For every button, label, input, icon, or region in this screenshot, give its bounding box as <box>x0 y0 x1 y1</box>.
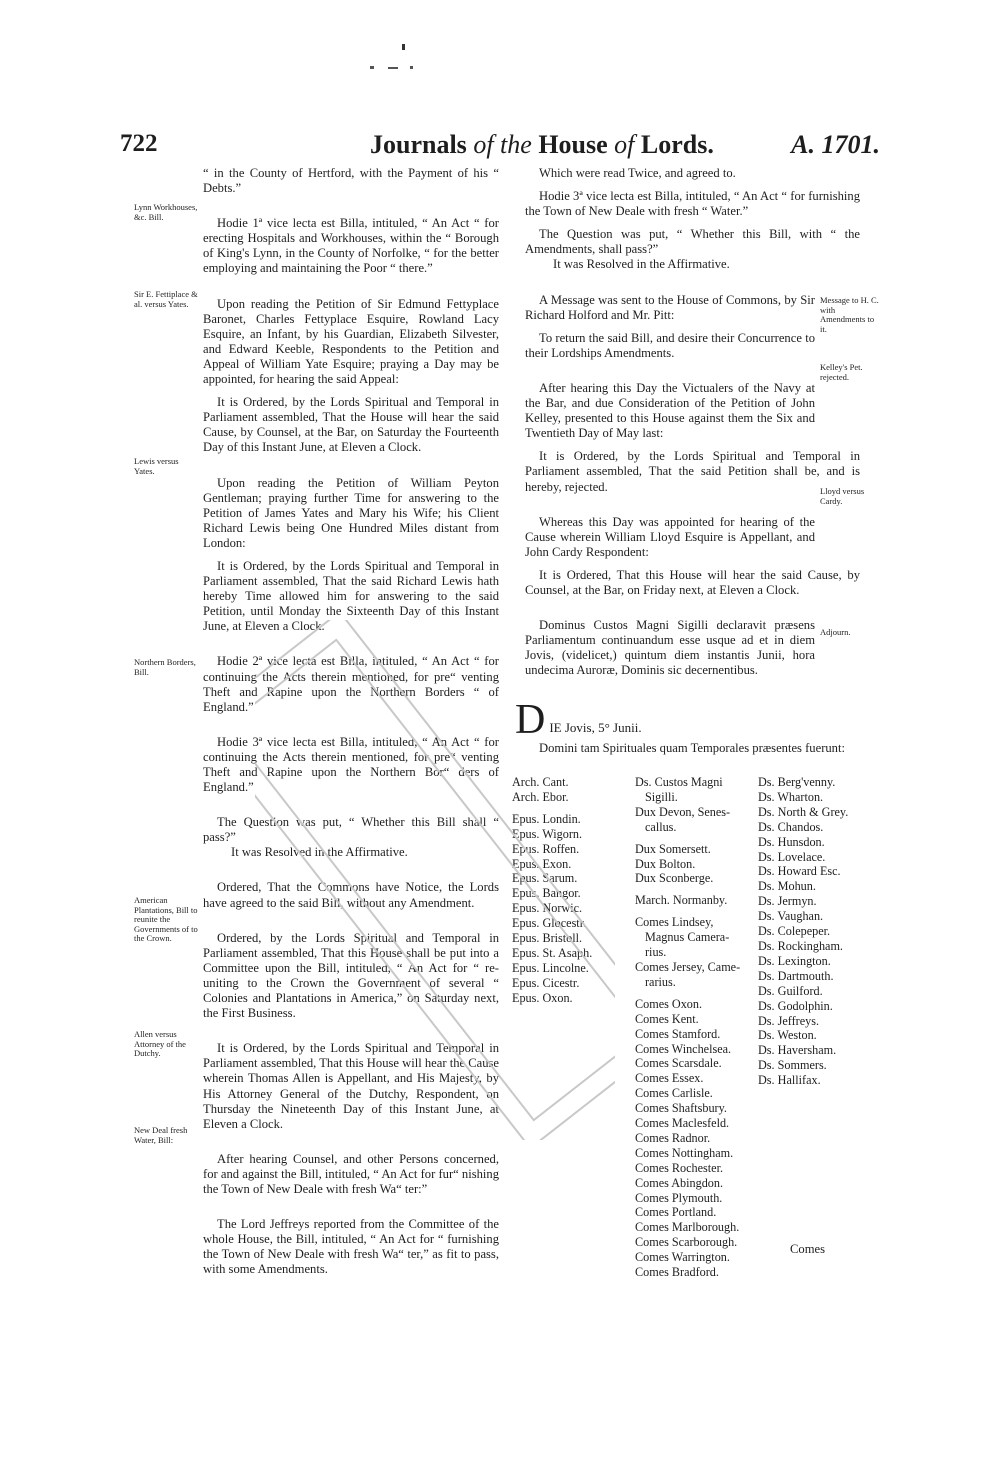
peer-entry: Ds. Godolphin. <box>758 998 833 1013</box>
peer-entry: Epus. Oxon. <box>512 990 573 1005</box>
paragraph: It is Ordered, by the Lords Spiritual and Temporal in Parliament assembled, That the said Petition shall be, and is hereby, rejected. <box>525 449 860 494</box>
peer-entry <box>635 835 760 842</box>
peer-entry: Ds. Chandos. <box>758 819 824 834</box>
peer-entry: Comes Stamford. <box>635 1026 721 1041</box>
paragraph: The Question was put, “ Whether this Bill shall “ pass?” <box>203 815 499 845</box>
peer-entry: rarius. <box>645 974 676 989</box>
peer-entry: Dux Devon, Senes- <box>635 804 731 819</box>
peer-entry: Ds. Howard Esc. <box>758 864 841 879</box>
peer-entry: Comes Shaftsbury. <box>635 1101 727 1116</box>
peer-entry: Comes Marlborough. <box>635 1220 740 1235</box>
peer-entry: Ds. Lexington. <box>758 953 831 968</box>
page-number: 722 <box>120 130 158 157</box>
margin-note: Allen versus Attorney of the Dutchy. <box>134 1029 186 1058</box>
paragraph: It is Ordered, by the Lords Spiritual and Temporal in Parliament assembled, That the said Richard Lewis hath hereby Time allowed him for answering to the said Petition, until Monday the Sixteenth Day of this Instant June, at Eleven a Clock. <box>203 558 499 634</box>
peer-entry: Comes Abingdon. <box>635 1175 724 1190</box>
paragraph: The Question was put, “ Whether this Bill, with “ the Amendments, shall pass?” <box>525 227 860 257</box>
peer-entry: Comes Nottingham. <box>635 1145 734 1160</box>
paragraph: Upon reading the Petition of Sir Edmund Fettyplace Baronet, Charles Fettyplace Esquire, Rowland Lacy Esquire, an Infant, by his Guardian, Elizabeth Silvester, and Edward Keeble, Respondents to the Petition and Appeal of William Yate Esquire; praying a Day may be appointed, for hearing the said Appeal: <box>203 296 499 387</box>
paragraph: It is Ordered, That this House will hear the said Cause, by Counsel, at the Bar, on Friday next, at Eleven a Clock. <box>525 567 860 597</box>
peer-entry: Comes Bradford. <box>635 1265 719 1280</box>
peer-entry: Epus. St. Asaph. <box>512 945 593 960</box>
peer-entry: Ds. Jermyn. <box>758 894 817 909</box>
peer-entry: March. Normanby. <box>635 893 728 908</box>
peer-entry: Comes Kent. <box>635 1011 699 1026</box>
drop-cap: D <box>515 697 546 743</box>
peer-entry: Comes Essex. <box>635 1071 704 1086</box>
peer-entry: Epus. Norwic. <box>512 901 583 916</box>
peer-entry: Epus. Sarum. <box>512 871 578 886</box>
margin-note: Lloyd versus Cardy. <box>820 486 865 506</box>
right-column <box>525 166 860 686</box>
peer-entry: Comes Oxon. <box>635 996 703 1011</box>
peer-entry: Comes Radnor. <box>635 1130 711 1145</box>
paragraph: It is Ordered, by the Lords Spiritual and Temporal in Parliament assembled, That this House will hear the Cause wherein Thomas Allen is Appellant, and His Majesty, by His Attorney General of the Dutchy, Respondent, on Thursday the Nineteenth Day of this Instant June, at Eleven a Clock. <box>203 1041 500 1131</box>
peer-entry: Ds. Wharton. <box>758 789 824 804</box>
paragraph: Hodie 3ª vice lecta est Billa, intituled, “ An Act “ for continuing the Acts therein mentioned, for pre“ venting Theft and Rapine upon the Northern Bor“ ders of England.” <box>203 734 499 795</box>
journal-title: Journals of the House of Lords. <box>370 130 714 159</box>
peer-entry: Epus. Glocestr. <box>512 916 587 931</box>
paragraph: Which were read Twice, and agreed to. <box>539 166 736 180</box>
paragraph: Upon reading the Petition of William Peyton Gentleman; praying further Time for answering to the Petition of James Yates and Mary his Wife; his Client Richard Lewis being One Hundred Miles distant from London: <box>203 475 499 550</box>
peer-entry: Dux Somersett. <box>635 841 711 856</box>
peer-entry <box>635 990 760 997</box>
paragraph: After hearing Counsel, and other Persons concerned, for and against the Bill, intituled, “ An Act for fur“ nishing the Town of New Deale with fresh Wa“ ter:” <box>203 1151 499 1196</box>
peer-entry: Ds. Berg'venny. <box>758 775 836 789</box>
peer-entry: Epus. Londin. <box>512 811 581 826</box>
peer-entry: Comes Maclesfeld. <box>635 1116 730 1131</box>
peer-entry: Ds. Hallifax. <box>758 1073 821 1088</box>
peer-entry: Comes Portland. <box>635 1205 717 1220</box>
margin-note: Sir E. Fettiplace & al. versus Yates. <box>134 289 198 309</box>
peer-entry: Ds. Hunsdon. <box>758 834 825 849</box>
peer-entry: Ds. Dartmouth. <box>758 968 834 983</box>
peer-entry: Comes Scarborough. <box>635 1235 738 1250</box>
paragraph: Hodie 3ª vice lecta est Billa, intituled, “ An Act “ for furnishing the Town of New Deale with fresh “ Water.” <box>525 189 860 219</box>
peer-entry: Ds. Weston. <box>758 1028 817 1043</box>
paragraph: Hodie 2ª vice lecta est Billa, intituled, “ An Act “ for continuing the Acts therein mentioned, for pre“ venting Theft and Rapine upon the Northern Borders “ of England.” <box>203 654 499 714</box>
margin-note: Lewis versus Yates. <box>134 456 179 476</box>
paragraph: Ordered, That the Commons have Notice, the Lords have agreed to the said Bill, without any Amendment. <box>203 880 499 910</box>
peer-entry: Comes Winchelsea. <box>635 1041 732 1056</box>
paragraph: It was Resolved in the Affirmative. <box>553 257 730 272</box>
paragraph: It is Ordered, by the Lords Spiritual and Temporal in Parliament assembled, That the House will hear the said Cause, by Counsel, at the Bar, on Saturday the Fourteenth Day of this Instant June, at Eleven a Clock. <box>203 395 499 455</box>
peer-entry: Ds. Rockingham. <box>758 938 843 953</box>
peer-entry: Ds. Guilford. <box>758 983 823 998</box>
peer-entry: rius. <box>645 945 667 960</box>
peer-entry: Comes Jersey, Came- <box>635 959 741 974</box>
peer-entry: Ds. Jeffreys. <box>758 1013 820 1028</box>
catchword: Comes <box>790 1242 825 1256</box>
peer-entry: Epus. Wigorn. <box>512 826 583 841</box>
peer-entry: Arch. Ebor. <box>512 789 569 804</box>
day-heading: D IE Jovis, 5° Junii. <box>515 697 642 743</box>
peer-entry: Dux Sconberge. <box>635 871 714 886</box>
paragraph: A Message was sent to the House of Commons, by Sir Richard Holford and Mr. Pitt: <box>525 292 815 322</box>
peer-entry: Epus. Roffen. <box>512 841 580 856</box>
peer-entry: Ds. Vaughan. <box>758 909 824 924</box>
peer-entry: Ds. Mohun. <box>758 879 816 894</box>
peer-entry: callus. <box>645 819 677 834</box>
peer-entry: Ds. Colepeper. <box>758 924 831 939</box>
peer-entry: Ds. North & Grey. <box>758 804 849 819</box>
margin-note: Adjourn. <box>820 627 851 637</box>
peer-entry: Comes Rochester. <box>635 1160 724 1175</box>
peer-entry: Comes Plymouth. <box>635 1190 723 1205</box>
present-line: Domini tam Spirituales quam Temporales præsentes fuerunt: <box>539 741 845 755</box>
margin-note: Northern Borders, Bill. <box>134 657 196 677</box>
peers-list-spiritual <box>512 775 630 1006</box>
peers-list-barons <box>758 775 873 1088</box>
peer-entry: Comes Lindsey, <box>635 915 714 930</box>
peer-entry: Comes Warrington. <box>635 1250 730 1265</box>
peer-entry: Epus. Cicestr. <box>512 975 580 990</box>
peer-entry: Sigilli. <box>645 789 678 804</box>
margin-note: Message to H. C. with Amendments to it. <box>820 295 879 334</box>
margin-note: New Deal fresh Water, Bill: <box>134 1125 188 1145</box>
peer-entry: Ds. Haversham. <box>758 1043 837 1058</box>
year: A. 1701. <box>791 130 880 159</box>
peer-entry: Comes Scarsdale. <box>635 1056 722 1071</box>
peer-entry: Epus. Exon. <box>512 856 572 871</box>
left-column <box>203 166 499 1285</box>
peer-entry: Comes Carlisle. <box>635 1086 713 1101</box>
peer-entry: Epus. Bangor. <box>512 886 581 901</box>
paragraph: Hodie 1ª vice lecta est Billa, intituled, “ An Act “ for erecting Hospitals and Workhouses, within the “ Borough of King's Lynn, in the County of Norfolke, “ for the better employing and maintaining the Poor “ there.” <box>203 216 499 276</box>
peer-entry <box>635 886 760 893</box>
peer-entry <box>512 805 630 812</box>
paragraph: “ in the County of Hertford, with the Payment of his “ Debts.” <box>203 166 499 196</box>
ornament-mark <box>330 38 450 78</box>
paragraph: It was Resolved in the Affirmative. <box>231 845 408 860</box>
peer-entry: Epus. Lincolne. <box>512 960 589 975</box>
peer-entry: Ds. Lovelace. <box>758 849 826 864</box>
peer-entry: Dux Bolton. <box>635 856 696 871</box>
paragraph: After hearing this Day the Victualers of the Navy at the Bar, and due Consideration of the Petition of John Kelley, presented to this House against them the Six and Twentieth Day of May last: <box>525 380 815 441</box>
paragraph: Whereas this Day was appointed for hearing of the Cause wherein William Lloyd Esquire is Appellant, and John Cardy Respondent: <box>525 514 815 559</box>
paragraph: Dominus Custos Magni Sigilli declaravit præsens Parliamentum continuandum esse usque ad et in diem Jovis, (videlicet,) quintum diem instantis Junii, hora undecima Auroræ, Dominis sic decernentibus. <box>525 618 815 678</box>
margin-note: American Plantations, Bill to reunite the Governments of to the Crown. <box>134 895 198 943</box>
peer-entry: Arch. Cant. <box>512 775 569 789</box>
peer-entry: Ds. Sommers. <box>758 1058 827 1073</box>
running-header <box>120 130 880 164</box>
paragraph: To return the said Bill, and desire their Concurrence to their Lordships Amendments. <box>525 330 815 360</box>
paragraph: The Lord Jeffreys reported from the Committee of the whole House, the Bill, intituled, “ An Act for “ furnishing the Town of New Deale with fresh Wa“ ter,” as fit to pass, with some Amendments. <box>203 1217 499 1277</box>
peer-entry <box>635 908 760 915</box>
peer-entry: Epus. Bristoll. <box>512 931 583 946</box>
peer-entry: Magnus Camera- <box>645 930 730 945</box>
peers-list-dukes-earls <box>635 775 760 1280</box>
margin-note: Kelley's Pet. rejected. <box>820 362 863 382</box>
paragraph: Ordered, by the Lords Spiritual and Temporal in Parliament assembled, That this House shall be put into a Committee upon the Bill, intituled, “ An Act for “ re-uniting to the Crown the Government of several “ Colonies and Plantations in America,” on Saturday next, the First Business. <box>203 930 499 1021</box>
peer-entry: Ds. Custos Magni <box>635 775 723 789</box>
margin-note: Lynn Workhouses, &c. Bill. <box>134 202 198 222</box>
